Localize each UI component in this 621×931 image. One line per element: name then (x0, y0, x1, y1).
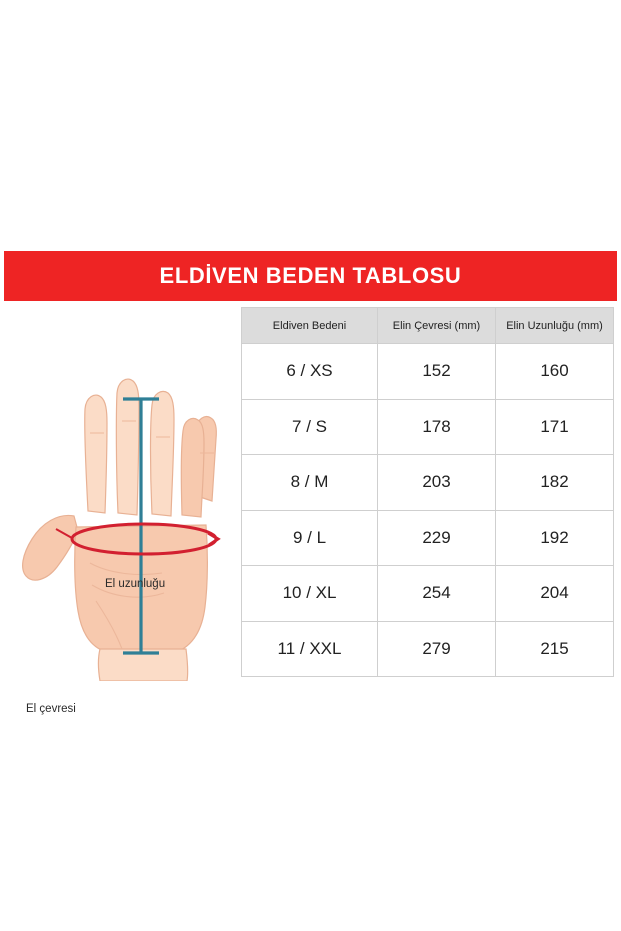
cell-size: 9 / L (242, 510, 378, 566)
column-header-circumference: Elin Çevresi (mm) (378, 308, 496, 344)
chart-title-bar (4, 251, 617, 301)
page-title: ELDİVEN BEDEN TABLOSU (159, 263, 462, 288)
cell-length: 204 (496, 566, 614, 622)
cell-circumference: 178 (378, 399, 496, 455)
table-header-row (242, 308, 614, 344)
hand-circumference-label: El çevresi (26, 703, 76, 715)
size-table-wrapper (241, 307, 613, 669)
cell-length: 171 (496, 399, 614, 455)
hand-diagram-icon (4, 301, 241, 681)
cell-length: 215 (496, 621, 614, 677)
column-header-length: Elin Uzunluğu (mm) (496, 308, 614, 344)
cell-size: 7 / S (242, 399, 378, 455)
table-row (242, 566, 614, 622)
cell-length: 192 (496, 510, 614, 566)
cell-circumference: 229 (378, 510, 496, 566)
hand-length-label: El uzunluğu (105, 578, 166, 590)
cell-circumference: 203 (378, 455, 496, 511)
cell-size: 11 / XXL (242, 621, 378, 677)
cell-length: 160 (496, 344, 614, 400)
table-row (242, 399, 614, 455)
glove-size-chart-card (4, 251, 617, 715)
cell-circumference: 279 (378, 621, 496, 677)
cell-circumference: 254 (378, 566, 496, 622)
cell-size: 6 / XS (242, 344, 378, 400)
column-header-size: Eldiven Bedeni (242, 308, 378, 344)
cell-size: 10 / XL (242, 566, 378, 622)
table-row (242, 510, 614, 566)
table-row (242, 344, 614, 400)
hand-measurement-illustration (4, 301, 241, 715)
cell-length: 182 (496, 455, 614, 511)
size-table (241, 307, 614, 677)
cell-circumference: 152 (378, 344, 496, 400)
table-row (242, 621, 614, 677)
table-row (242, 455, 614, 511)
cell-size: 8 / M (242, 455, 378, 511)
